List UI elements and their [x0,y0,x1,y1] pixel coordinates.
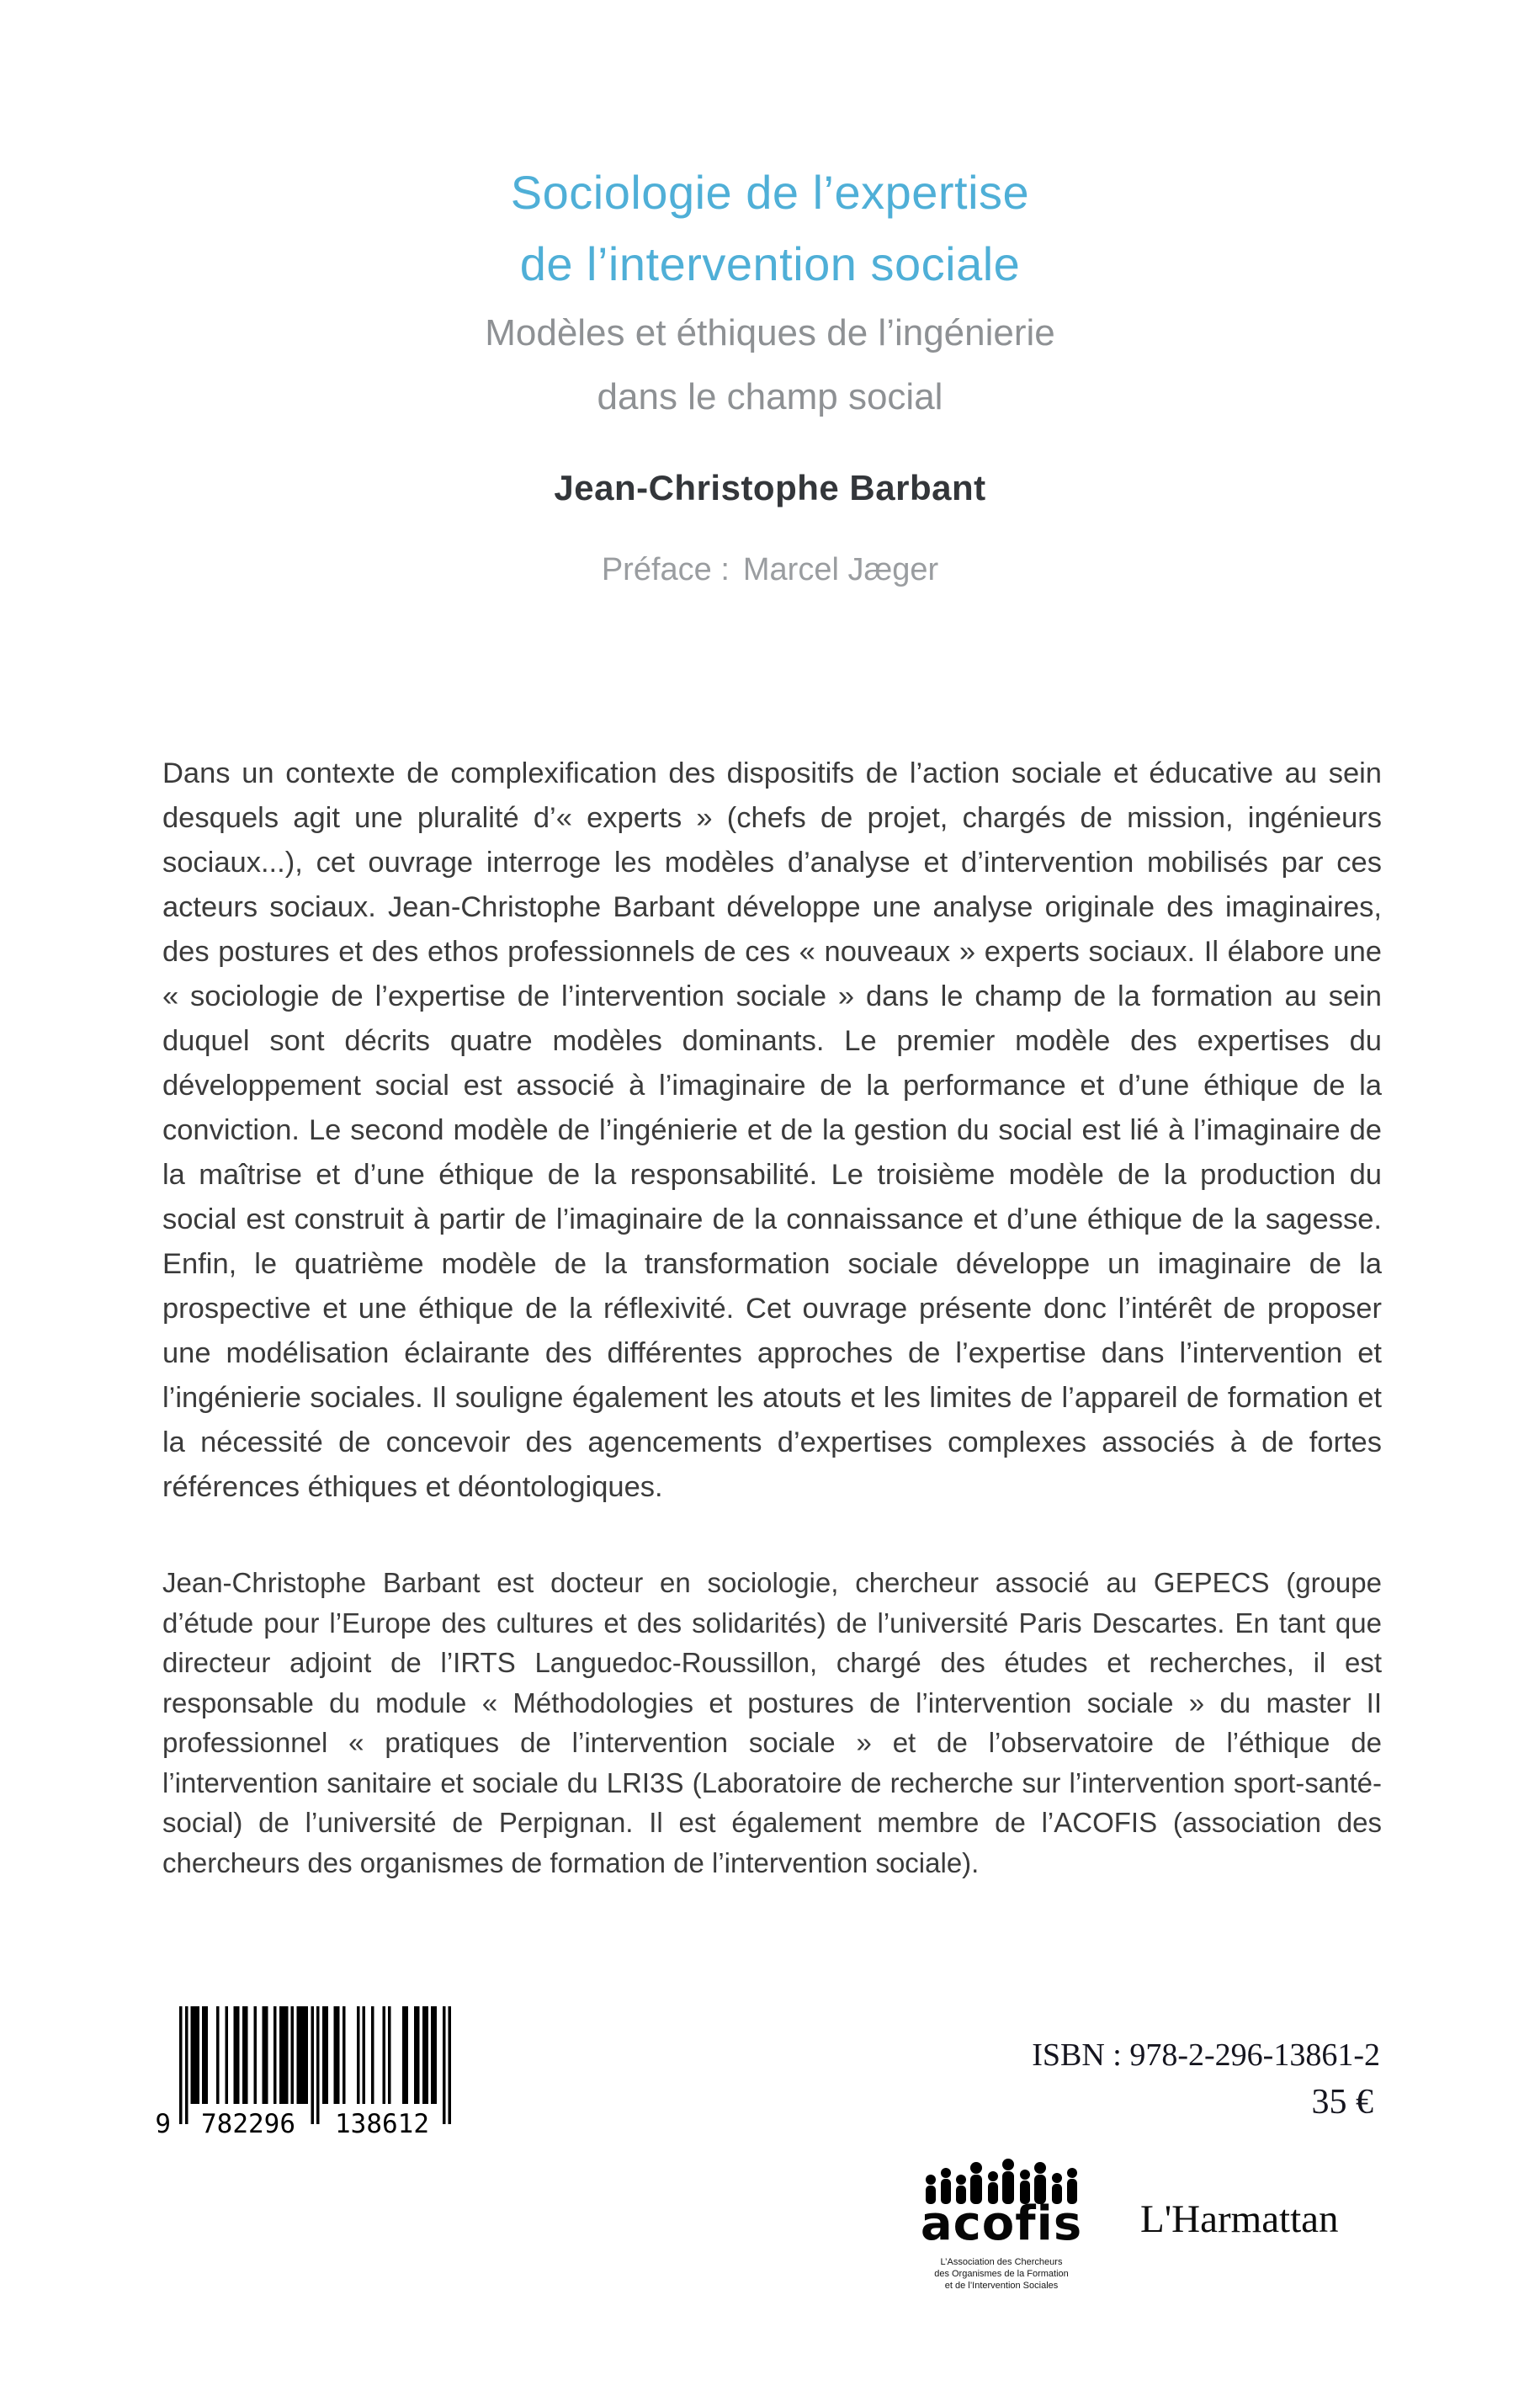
publisher-name: L'Harmattan [1140,2197,1339,2241]
acofis-logo-text: acofis [920,2196,1083,2251]
book-subtitle-line2: dans le champ social [597,376,943,417]
preface-label: Préface : [601,552,730,587]
acofis-tagline-line1: L’Association des Chercheurs [940,2257,1063,2267]
preface-name: Marcel Jæger [742,552,939,587]
barcode-first-digit: 9 [155,2109,171,2134]
book-subtitle [0,301,1540,429]
acofis-logo [894,2154,1109,2292]
author-bio: Jean-Christophe Barbant est docteur en sociologie, chercheur associé au GEPECS (groupe d’étude pour l’Europe des cultures et des solidarités) de l’université Paris Descartes. En tant que directeur adjoint de l’IRTS Languedoc-Roussillon, chargé des études et recherches, il est responsable du module « Méthodologies et postures de l’intervention sociale » du master II professionnel « pratiques de l’intervention sociale » et de l’observatoire de l’éthique de l’intervention sanitaire et sociale du LRI3S (Laboratoire de recherche sur l’intervention sport-santé-social) de l’université de Perpignan. Il est également membre de l’ACOFIS (association des chercheurs des organismes de formation de l’intervention sociale). [162,1567,1382,1878]
book-title [0,157,1540,300]
book-subtitle-line1: Modèles et éthiques de l’ingénierie [485,312,1055,353]
book-title-line2: de l’intervention sociale [519,237,1021,290]
price-text: 35 € [1311,2083,1373,2122]
barcode-left-digits: 782296 [201,2109,295,2134]
acofis-tagline-line2: des Organismes de la Formation [934,2269,1069,2279]
back-cover-blurb: Dans un contexte de complexification des dispositifs de l’action sociale et éducative au sein desquels agit une pluralité d’« experts » (chefs de projet, chargés de mission, ingénieurs sociaux...), cet ouvrage interroge les modèles d’analyse et d’intervention mobilisés par ces acteurs sociaux. Jean-Christophe Barbant développe une analyse originale des imaginaires, des postures et des ethos professionnels de ces « nouveaux » experts sociaux. Il élabore une « sociologie de l’expertise de l’intervention sociale » dans le champ de la formation au sein duquel sont décrits quatre modèles dominants. Le premier modèle des expertises du développement social est associé à l’imaginaire de la performance et d’une éthique de la conviction. Le second modèle de l’ingénierie et de la gestion du social est lié à l’imaginaire de la maîtrise et d’une éthique de la responsabilité. Le troisième modèle de la production du social est construit à partir de l’imaginaire de la connaissance et d’une éthique de la sagesse. Enfin, le quatrième modèle de la transformation sociale développe un imaginaire de la prospective et une éthique de la réflexivité. Cet ouvrage présente donc l’intérêt de proposer une modélisation éclairante des différentes approches de l’expertise dans l’intervention et l’ingénierie sociales. Il souligne également les atouts et les limites de l’appareil de formation et la nécessité de concevoir des agencements d’expertises complexes associés à de fortes références éthiques et déontologiques. [162,757,1382,1503]
book-title-line1: Sociologie de l’expertise [510,166,1030,219]
acofis-tagline-line3: et de l’Intervention Sociales [944,2281,1059,2291]
barcode-bars [179,2006,451,2124]
acofis-tagline [894,2256,1109,2292]
isbn-text: ISBN : 978-2-296-13861-2 [1032,2037,1380,2073]
barcode [154,2006,455,2134]
preface-credit [0,552,1540,588]
barcode-right-digits: 138612 [335,2109,429,2134]
barcode-svg [154,2006,455,2134]
author-name: Jean-Christophe Barbant [554,468,986,507]
